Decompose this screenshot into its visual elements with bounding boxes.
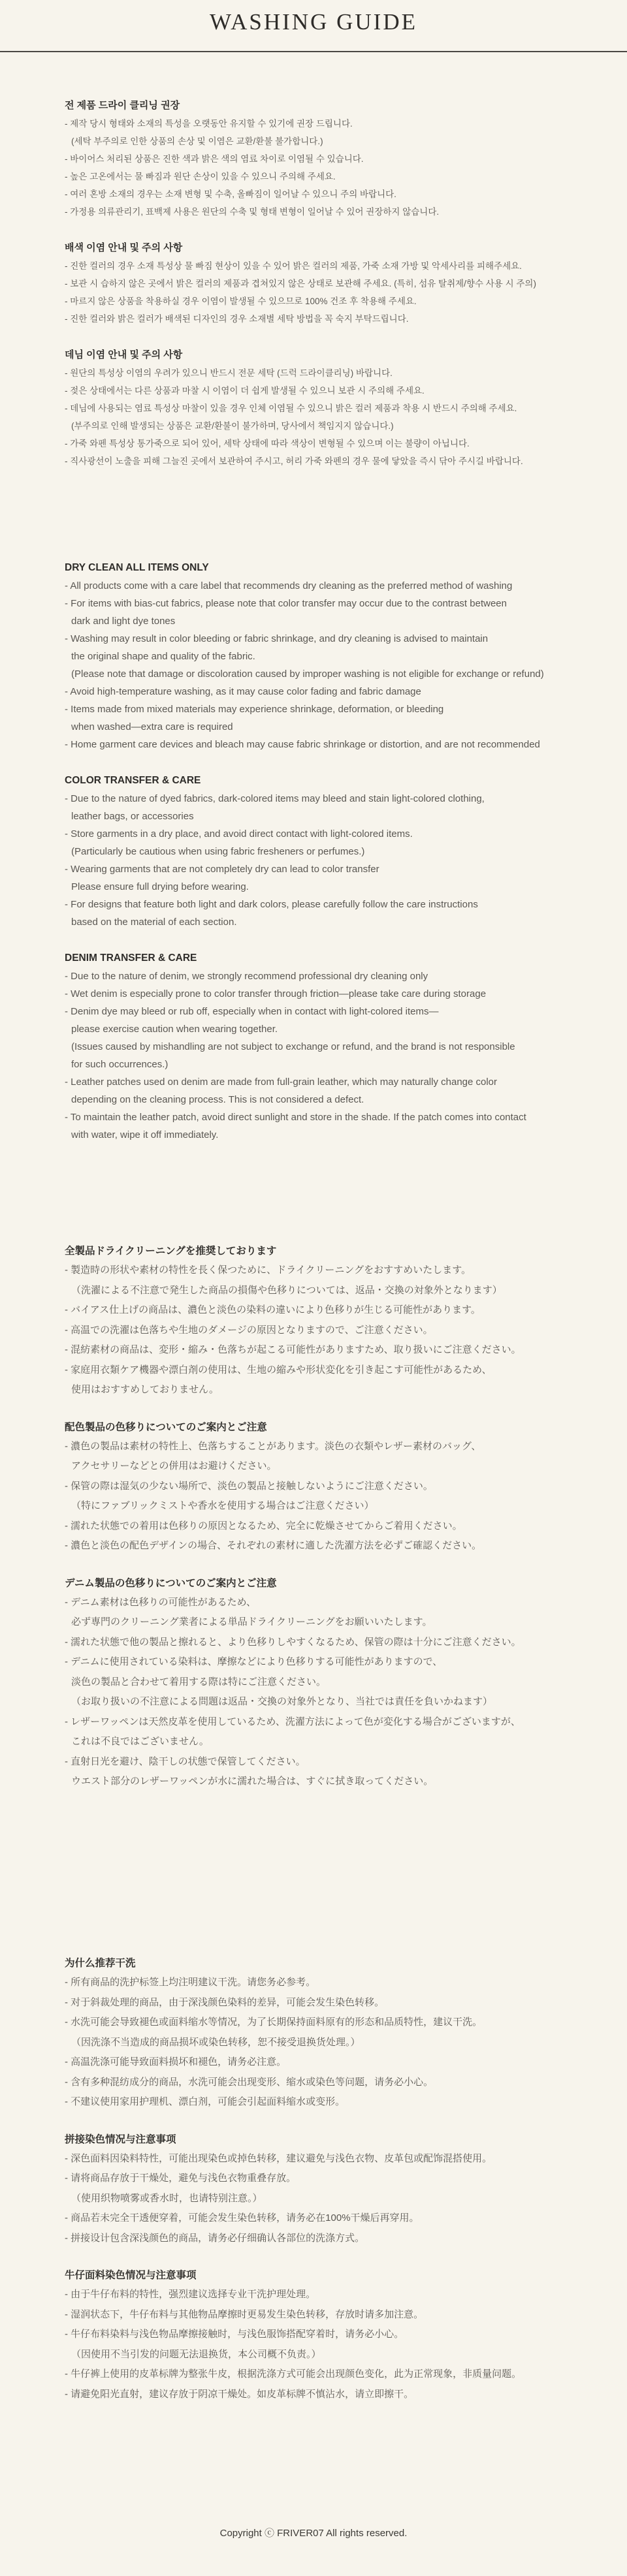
guide-note: (Please note that damage or discoloration caused by improper washing is not eligible for exchange or refund) xyxy=(71,668,544,680)
guide-item: - 混紡素材の商品は、変形・縮み・色落ちが起こる可能性がありますため、取り扱いにご注意ください。 xyxy=(65,1344,521,1355)
guide-item: - バイアス仕上げの商品は、濃色と淡色の染料の違いにより色移りが生じる可能性があります。 xyxy=(65,1304,481,1315)
copyright-footer: Copyright ⓒ FRIVER07 All rights reserved. xyxy=(219,2528,408,2539)
guide-item: - 请将商品存放于干燥处，避免与浅色衣物重叠存放。 xyxy=(65,2173,297,2184)
guide-item: - 직사광선이 노출을 피해 그늘진 곳에서 보관하여 주시고, 허리 가죽 와펜의 경우 물에 닿았을 즉시 닦아 주시길 바랍니다. xyxy=(65,456,523,466)
guide-item: - デニムに使用されている染料は、摩擦などにより色移りする可能性がありますので、 xyxy=(65,1656,443,1667)
section-heading: 데님 이염 안내 및 주의 사항 xyxy=(65,349,183,360)
guide-note: （特にファブリックミストや香水を使用する場合はご注意ください） xyxy=(71,1500,374,1511)
guide-item: - 商品若未完全干透便穿着，可能会发生染色转移，请务必在100%干燥后再穿用。 xyxy=(65,2212,419,2223)
guide-section xyxy=(65,950,587,1144)
guide-item: - Denim dye may bleed or rub off, especially when in contact with light-colored items— xyxy=(65,1006,439,1017)
english-guide xyxy=(65,560,587,1144)
guide-item: - 高温での洗濯は色落ちや生地のダメージの原因となりますので、ご注意ください。 xyxy=(65,1324,433,1336)
section-heading: COLOR TRANSFER & CARE xyxy=(65,775,201,786)
guide-item: - 데님에 사용되는 염료 특성상 마찰이 있을 경우 인체 이염될 수 있으니 밝은 컬러 제품과 착용 시 반드시 주의해 주세요. xyxy=(65,403,517,413)
guide-item: - Store garments in a dry place, and avoid direct contact with light-colored items. xyxy=(65,828,413,840)
section-heading: 배색 이염 안내 및 주의 사항 xyxy=(65,242,183,253)
guide-item: - 牛仔裤上使用的皮革标牌为整张牛皮，根据洗涤方式可能会出现颜色变化，此为正常现象，非质量问题。 xyxy=(65,2368,522,2380)
guide-item: - 高温洗涤可能导致面料损坏和褪色，请务必注意。 xyxy=(65,2056,287,2067)
chinese-guide xyxy=(65,1956,587,2404)
section-heading: 为什么推荐干洗 xyxy=(65,1958,136,1969)
guide-note: （使用织物喷雾或香水时，也请特别注意。） xyxy=(71,2192,263,2204)
guide-item: - 拼接设计包含深浅颜色的商品，请务必仔细确认各部位的洗涤方式。 xyxy=(65,2232,365,2244)
guide-note: (부주의로 인해 발생되는 상품은 교환/환불이 불가하며, 당사에서 책임지지 않습니다.) xyxy=(71,421,394,431)
guide-item: - For items with bias-cut fabrics, please note that color transfer may occur due to the contrast between xyxy=(65,598,507,609)
guide-item: - All products come with a care label that recommends dry cleaning as the preferred method of washing xyxy=(65,580,513,591)
guide-note: for such occurrences.) xyxy=(71,1059,169,1070)
page-title: WASHING GUIDE xyxy=(210,9,417,35)
guide-item: - Wearing garments that are not completely dry can lead to color transfer xyxy=(65,864,379,875)
guide-item: - Avoid high-temperature washing, as it may cause color fading and fabric damage xyxy=(65,686,421,697)
guide-item: - Wet denim is especially prone to color transfer through friction—please take care during storage xyxy=(65,988,487,999)
guide-item: - 製造時の形状や素材の特性を長く保つために、ドライクリーニングをおすすめいたします。 xyxy=(65,1264,472,1276)
guide-note: (세탁 부주의로 인한 상품의 손상 및 이염은 교환/환불 불가합니다.) xyxy=(71,136,323,146)
guide-section xyxy=(65,2132,587,2249)
guide-note: leather bags, or accessories xyxy=(71,811,194,822)
guide-section xyxy=(65,560,587,753)
guide-note: これは不良ではございません。 xyxy=(71,1736,209,1747)
section-heading: 전 제품 드라이 클리닝 권장 xyxy=(65,100,180,111)
guide-item: - デニム素材は色移りの可能性があるため、 xyxy=(65,1596,256,1608)
guide-item: - 젖은 상태에서는 다른 상품과 마찰 시 이염이 더 쉽게 발생될 수 있으니 보관 시 주의해 주세요. xyxy=(65,386,425,396)
guide-section xyxy=(65,240,587,328)
guide-note: depending on the cleaning process. This is not considered a defect. xyxy=(71,1094,364,1105)
guide-note: 必ず専門のクリーニング業者による単品ドライクリーニングをお願いいたします。 xyxy=(71,1616,432,1627)
section-heading: デニム製品の色移りについてのご案内とご注意 xyxy=(65,1577,277,1589)
guide-item: - 由于牛仔布料的特性，强烈建议选择专业干洗护理处理。 xyxy=(65,2289,316,2300)
guide-item: - 不建议使用家用护理机、漂白剂，可能会引起面料缩水或变形。 xyxy=(65,2096,346,2107)
guide-item: - 保管の際は湿気の少ない場所で、淡色の製品と接触しないようにご注意ください。 xyxy=(65,1480,433,1492)
guide-note: （お取り扱いの不注意による問題は返品・交換の対象外となり、当社では責任を負いかねます） xyxy=(71,1696,493,1707)
guide-note: 使用はおすすめしておりません。 xyxy=(71,1384,219,1395)
guide-item: - 가정용 의류관리기, 표백제 사용은 원단의 수축 및 형태 변형이 일어날 수 있어 권장하지 않습니다. xyxy=(65,207,440,217)
guide-item: - 원단의 특성상 이염의 우려가 있으니 반드시 전문 세탁 (드럭 드라이클리닝) 바랍니다. xyxy=(65,368,393,378)
section-heading: DRY CLEAN ALL ITEMS ONLY xyxy=(65,562,209,573)
guide-item: - 湿润状态下，牛仔布料与其他物品摩擦时更易发生染色转移，存放时请多加注意。 xyxy=(65,2308,424,2320)
guide-section xyxy=(65,2268,587,2404)
section-heading: 牛仔面料染色情况与注意事项 xyxy=(65,2270,197,2281)
korean-guide xyxy=(65,98,587,470)
guide-section xyxy=(65,98,587,221)
guide-item: - Due to the nature of dyed fabrics, dark-colored items may bleed and stain light-colored clothing, xyxy=(65,793,485,804)
guide-item: - For designs that feature both light and dark colors, please carefully follow the care instructions xyxy=(65,899,478,910)
guide-item: - 直射日光を避け、陰干しの状態で保管してください。 xyxy=(65,1755,306,1767)
guide-note: （因使用不当引发的问题无法退换货，本公司概不负责。） xyxy=(71,2348,321,2360)
guide-item: - To maintain the leather patch, avoid direct sunlight and store in the shade. If the patch comes into contact xyxy=(65,1112,526,1123)
guide-item: - 濡れた状態での着用は色移りの原因となるため、完全に乾燥させてからご着用ください。 xyxy=(65,1520,462,1531)
guide-item: - レザーワッペンは天然皮革を使用しているため、洗濯方法によって色が変化する場合がございますが、 xyxy=(65,1716,521,1727)
section-heading: 配色製品の色移りについてのご案内とご注意 xyxy=(65,1421,267,1433)
guide-section xyxy=(65,1576,587,1792)
guide-item: - 濡れた状態で他の製品と擦れると、より色移りしやすくなるため、保管の際は十分にご注意ください。 xyxy=(65,1636,521,1648)
guide-item: - 바이어스 처리된 상품은 진한 색과 밝은 색의 염료 차이로 이염될 수 있습니다. xyxy=(65,154,364,164)
guide-note: (Particularly be cautious when using fabric fresheners or perfumes.) xyxy=(71,846,365,857)
guide-item: - Due to the nature of denim, we strongly recommend professional dry cleaning only xyxy=(65,971,428,982)
guide-item: - Washing may result in color bleeding or fabric shrinkage, and dry cleaning is advised to maintain xyxy=(65,633,489,644)
guide-item: - 含有多种混纺成分的商品，水洗可能会出现变形、缩水或染色等问题，请务必小心。 xyxy=(65,2076,434,2088)
guide-note: with water, wipe it off immediately. xyxy=(71,1129,219,1140)
section-heading: 拼接染色情况与注意事项 xyxy=(65,2133,176,2145)
guide-note: ウエスト部分のレザーワッペンが水に濡れた場合は、すぐに拭き取ってください。 xyxy=(71,1776,434,1787)
guide-item: - 牛仔布料染料与浅色物品摩擦接触时，与浅色服饰搭配穿着时，请务必小心。 xyxy=(65,2329,404,2340)
guide-item: - Items made from mixed materials may experience shrinkage, deformation, or bleeding xyxy=(65,704,444,715)
guide-section xyxy=(65,1420,587,1556)
guide-item: - 진한 컬러의 경우 소재 특성상 물 빠짐 현상이 있을 수 있어 밝은 컬러의 제품, 가죽 소재 가방 및 악세사리를 피해주세요. xyxy=(65,261,522,271)
guide-item: - 濃色の製品は素材の特性上、色落ちすることがあります。淡色の衣類やレザー素材のバッグ、 xyxy=(65,1440,481,1452)
guide-section xyxy=(65,1244,587,1400)
guide-item: - 제작 당시 형태와 소재의 특성을 오랫동안 유지할 수 있기에 권장 드립니다. xyxy=(65,119,353,129)
guide-item: - 深色面料因染料特性，可能出现染色或掉色转移，建议避免与浅色衣物、皮革包或配饰混搭使用。 xyxy=(65,2152,492,2164)
guide-note: （因洗涤不当造成的商品损坏或染色转移，恕不接受退换货处理。） xyxy=(71,2036,361,2048)
guide-item: - Leather patches used on denim are made from full-grain leather, which may naturally change color xyxy=(65,1076,498,1088)
guide-item: - 家庭用衣類ケア機器や漂白剤の使用は、生地の縮みや形状変化を引き起こす可能性があるため、 xyxy=(65,1364,492,1375)
guide-section xyxy=(65,1956,587,2113)
guide-note: based on the material of each section. xyxy=(71,917,237,928)
section-heading: 全製品ドライクリーニングを推奨しております xyxy=(65,1246,277,1257)
guide-item: - 请避免阳光直射，建议存放于阴凉干燥处。如皮革标牌不慎沾水，请立即擦干。 xyxy=(65,2388,414,2400)
guide-item: - 마르지 않은 상품을 착용하실 경우 이염이 발생될 수 있으므로 100% 건조 후 착용해 주세요. xyxy=(65,296,417,306)
guide-item: - 濃色と淡色の配色デザインの場合、それぞれの素材に適した洗濯方法を必ずご確認ください。 xyxy=(65,1540,482,1551)
guide-note: the original shape and quality of the fabric. xyxy=(71,651,255,662)
guide-item: - 所有商品的洗护标签上均注明建议干洗。请您务必参考。 xyxy=(65,1977,316,1988)
guide-note: （洗濯による不注意で発生した商品の損傷や色移りについては、返品・交換の対象外となります） xyxy=(71,1284,502,1296)
guide-item: - 높은 고온에서는 물 빠짐과 원단 손상이 있을 수 있으니 주의해 주세요. xyxy=(65,172,336,181)
guide-section xyxy=(65,773,587,931)
guide-note: (Issues caused by mishandling are not subject to exchange or refund, and the brand is not responsible xyxy=(71,1041,515,1052)
guide-note: when washed—extra care is required xyxy=(71,721,233,732)
guide-note: アクセサリーなどとの併用はお避けください。 xyxy=(71,1460,277,1471)
guide-item: - 보관 시 습하지 않은 곳에서 밝은 컬러의 제품과 겹쳐있지 않은 상태로 보관해 주세요. (특히, 섬유 탈취제/향수 사용 시 주의) xyxy=(65,279,536,289)
guide-item: - 진한 컬러와 밝은 컬러가 배색된 디자인의 경우 소재별 세탁 방법을 꼭 숙지 부탁드립니다. xyxy=(65,314,409,324)
guide-note: please exercise caution when wearing together. xyxy=(71,1024,278,1035)
guide-note: 淡色の製品と合わせて着用する際は特にご注意ください。 xyxy=(71,1676,327,1688)
guide-item: - 여러 혼방 소재의 경우는 소재 변형 및 수축, 올빠짐이 일어날 수 있으니 주의 바랍니다. xyxy=(65,189,396,199)
guide-item: - 가죽 와펜 특성상 통가죽으로 되어 있어, 세탁 상태에 따라 색상이 변형될 수 있으며 이는 불량이 아닙니다. xyxy=(65,439,470,448)
guide-section xyxy=(65,347,587,470)
title-divider xyxy=(0,51,627,52)
guide-item: - 对于斜裁处理的商品，由于深浅颜色染料的差异，可能会发生染色转移。 xyxy=(65,1996,385,2008)
guide-item: - 水洗可能会导致褪色或面料缩水等情况，为了长期保持面料原有的形态和品质特性，建议干洗。 xyxy=(65,2017,483,2028)
japanese-guide xyxy=(65,1244,587,1792)
guide-item: - Home garment care devices and bleach may cause fabric shrinkage or distortion, and are not recommended xyxy=(65,739,540,750)
guide-note: Please ensure full drying before wearing. xyxy=(71,881,249,892)
guide-note: dark and light dye tones xyxy=(71,616,176,627)
section-heading: DENIM TRANSFER & CARE xyxy=(65,952,197,964)
